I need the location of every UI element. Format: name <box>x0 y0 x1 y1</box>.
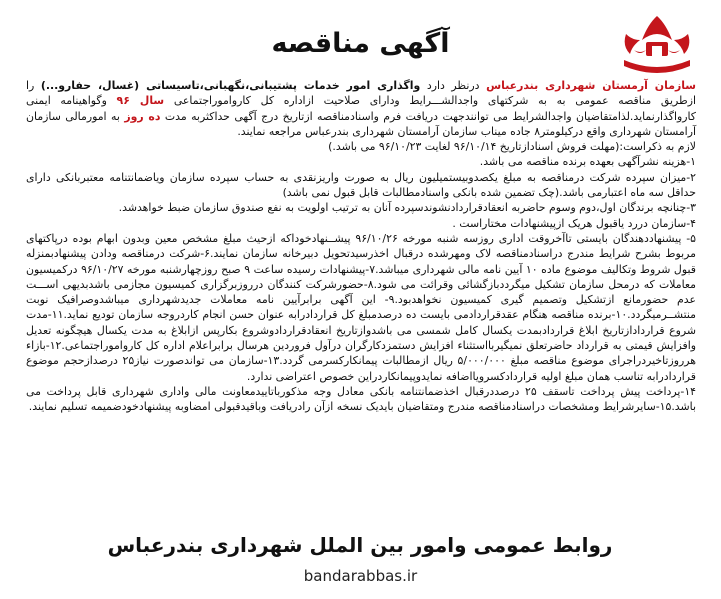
intro-text-2: را ازطریق مناقصه عمومی به به شرکتهای واجدالشـــرایط ودارای صلاحیت ازاداره کل کارواموراجتماعی <box>26 79 696 108</box>
organization-name: سازمان آرمستان شهرداری بندرعباس <box>486 79 697 92</box>
intro-paragraph <box>26 78 696 139</box>
qualification-year: سال ۹۶ <box>116 94 165 108</box>
condition-item: ۲-میزان سپرده شرکت درمناقصه به مبلغ یکصدوبیستمیلیون ریال به صورت واریزنقدی به حساب سپرده سازمان ویاضمانتنامه معتبربانکی دارای حداقل سه ماه اعتبارمی باشد.(چک تضمین شده بانکی واسنادمطالبات قابل قبول نمی باشد) <box>26 170 696 200</box>
condition-item: ۱-هزینه نشرآگهی بعهده برنده مناقصه می باشد. <box>479 155 696 169</box>
notice-body <box>26 78 696 415</box>
intro-text-3: وگواهینامه ایمنی کارواگذارنماید.لذامتقاضیان واجدالشرایط می توانندجهت دریافت فرم واسنادمناقصه ازتاریخ درج آگهی حداکثربه مدت <box>26 94 696 123</box>
intro-text-1: درنظر دارد <box>420 79 487 92</box>
condition-item: ۵- پیشنهاددهندگان بایستی تاآخروقت اداری روزسه شنبه مورخه ۹۶/۱۰/۲۶ پیشــنهادخوداکه ازحیث مبلغ مشخص معین وبدون ابهام بوده درپاکتهای مربوط بشرح شرایط مندرج دراسنادمناقصه لاک ومهرشده درقبال اخذرسیدتحویل دبیرخانه سازمان نمایند.۶-شرکت درمناقصه ودادن پیشنهادبمنزله قبول شروط وتکالیف موضوع ماده ۱۰ آیین نامه مالی شهرداری میباشد.۷-پیشنهادات رسیده ساعت ۹ صبح روزچهارشنبه مورخه ۹۶/۱۰/۲۷ درکمیسیون معاملات که درمحل سازمان تشکیل میگرددبازگشائی وقرائت می شود.۸-حضورشرکت کنندگان درروزبرگزاری کمیسیون مجازمی باشدبدیهی اســـت عدم حضورمانع ازتشکیل وتصمیم گیری کمیسیون نخواهدبود.۹- این آگهی برابرآیین نامه معاملات جدیدشهرداری میباشدوصرافیک نوبت منتشــرمیگردد.۱۰-برنده مناقصه هنگام عقدقراردادمی بایست ده درصدمبلغ کل قراردادرابه عنوان حسن انجام کاردروجه سازمان تودیع نماید.۱۱-مدت شروع قراردادازتاریخ ابلاغ قراردادبمدت یکسال کامل شمسی می باشدوازتاریخ انعقادقراردادوشروع بکارپس ازابلاغ به مدت یکسال هیچگونه تعدیل وافزایش قیمتی به قرارداد حاضرتعلق نمیگیربااستثناء افزایش دستمزدکارگران درآول فروردین هرسال برابراعلام اداره کل کارواموراجتماعی.۱۲-بازاء هرروزتاخیردراجرای موضوع مناقصه مبلغ ۵/۰۰۰/۰۰۰ ریال ازمطالبات پیمانکارکسرمی گردد.۱۳-سازمان می تواندصورت نیاز۲۵ درصدازحجم موضوع قراردادرابه تناسب همان مبلغ اولیه قراردادکسرویااضافه نمایدوپیمانکاردراین خصوص اعتراضی ندارد. <box>26 231 697 383</box>
page-title: آگهی مناقصه <box>271 28 450 59</box>
notice-line: لازم به ذکراست:(مهلت فروش اسنادازتاریخ ۹۶/۱۰/۱۴ لغایت ۹۶/۱۰/۲۳ می باشد.) <box>328 140 696 154</box>
deadline-days: ده روز <box>124 109 161 123</box>
condition-item: ۳-چنانچه برندگان اول،دوم وسوم حاضربه انعقادقراردادنشوندسپرده آنان به ترتیب اولویت به نفع صندوق سازمان ضبط خواهدشد. <box>118 201 696 215</box>
publisher-signature: روابط عمومی وامور بین الملل شهرداری بندرعباس <box>107 533 613 557</box>
intro-text-4: به امورمالی سازمان آرامستان شهرداری واقع درکیلومتر۸ جاده میناب سازمان آرامستان شهرداری بندرعباس مراجعه نمایند. <box>26 109 696 138</box>
condition-item: ۱۴-پرداخت پیش پرداخت تاسقف ۲۵ درصددرقبال اخذضمانتنامه بانکی معادل وجه مذکورباتاییدمعاونت مالی واداری شهرداری قابل پرداخت می باشد.۱۵-سایرشرایط ومشخصات دراسنادمناقصه مندرج ومتقاضیان بایدیک نسخه ازآن رادریافت وباقیدقبولی امضاوبه پیشنهادخودضمیمه تسلیم نمایند. <box>26 384 697 414</box>
website-link[interactable]: bandarabbas.ir <box>303 567 418 585</box>
condition-item: ۴-سازمان دررد یاقبول هریک ازپیشنهادات مختاراست . <box>452 216 696 230</box>
tender-subject: واگذاری امور خدمات پشتیبانی،نگهبانی،تاسیساتی (غسال، حفارو...) <box>40 79 421 92</box>
